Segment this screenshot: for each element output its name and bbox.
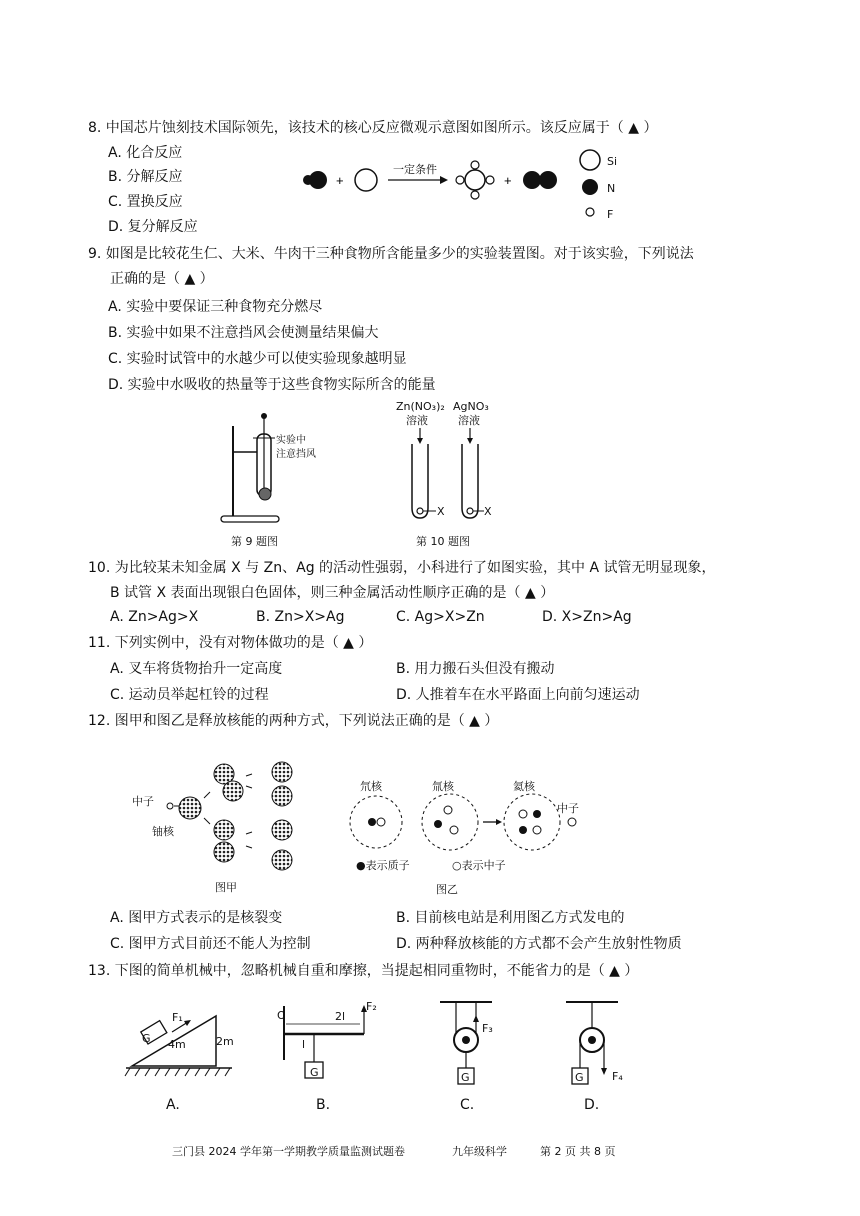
q13-lever-o: O: [277, 1009, 286, 1022]
q12-fig-b-legend-proton: ●表示质子: [356, 859, 410, 872]
q8-stem: 8. 中国芯片蚀刻技术国际领先，该技术的核心反应微观示意图如图所示。该反应属于（ ▲ ）: [88, 120, 658, 136]
q12-fig-a-caption: 图甲: [215, 881, 237, 894]
q12-fig-b-nucleus-3: 氦核: [513, 780, 535, 793]
q12-fission-figure: [150, 758, 310, 878]
q12-option-d: D. 两种释放核能的方式都不会产生放射性物质: [396, 936, 682, 952]
q12-fig-b-nucleus-2: 氚核: [432, 780, 454, 793]
q12-fig-b-caption: 图乙: [436, 883, 458, 896]
q13-pulley-c-g: G: [461, 1071, 470, 1084]
q10-caption: 第 10 题图: [416, 535, 470, 548]
q8-legend-icons: [578, 148, 608, 223]
q13-f1-label: F₁: [172, 1011, 183, 1024]
q12-fig-b-neutron-label: 中子: [557, 802, 579, 815]
q12-fig-a-nucleus-label: 铀核: [152, 825, 174, 838]
q13-lever-l: l: [302, 1038, 306, 1051]
q13-lever-2l: 2l: [335, 1010, 346, 1023]
q9-apparatus-figure: [215, 408, 305, 528]
q9-fig-note-line1: 实验中: [276, 435, 306, 446]
q10-tube2-label-line1: AgNO₃: [453, 400, 489, 413]
q9-stem-line1: 9. 如图是比较花生仁、大米、牛肉干三种食物所含能量多少的实验装置图。对于该实验，下列说法: [88, 246, 694, 262]
q13-stem: 13. 下图的简单机械中，忽略机械自重和摩擦，当提起相同重物时，不能省力的是（ ▲ ）: [88, 963, 639, 979]
q11-stem: 11. 下列实例中，没有对物体做功的是（ ▲ ）: [88, 635, 373, 651]
q12-stem: 12. 图甲和图乙是释放核能的两种方式，下列说法正确的是（ ▲ ）: [88, 713, 499, 729]
q13-option-c: C.: [460, 1097, 475, 1113]
q10-x-label-1: X: [437, 505, 445, 518]
q10-option-c: C. Ag>X>Zn: [396, 609, 485, 625]
svg-text:+: +: [504, 173, 512, 188]
q13-option-d: D.: [584, 1097, 600, 1113]
q10-stem-line2: B 试管 X 表面出现银白色固体，则三种金属活动性顺序正确的是（ ▲ ）: [110, 585, 555, 601]
footer-exam-title: 三门县 2024 学年第一学期教学质量监测试题卷: [172, 1145, 405, 1158]
q10-tube2-label-line2: 溶液: [458, 414, 480, 427]
q9-option-b: B. 实验中如果不注意挡风会使测量结果偏大: [108, 325, 379, 341]
q13-f2-label: F₂: [366, 1000, 377, 1013]
q8-option-d: D. 复分解反应: [108, 219, 198, 235]
q9-option-c: C. 实验时试管中的水越少可以使实验现象越明显: [108, 351, 407, 367]
q8-option-a: A. 化合反应: [108, 145, 183, 161]
q9-option-a: A. 实验中要保证三种食物充分燃尽: [108, 299, 323, 315]
q8-legend-n: N: [607, 182, 616, 195]
q10-test-tubes-figure: [408, 426, 488, 522]
q13-pulley-d-g: G: [575, 1071, 584, 1084]
footer-page-number: 第 2 页 共 8 页: [540, 1145, 616, 1158]
q10-stem-line1: 10. 为比较某未知金属 X 与 Zn、Ag 的活动性强弱，小科进行了如图实验，其中 A 试管无明显现象，: [88, 560, 716, 576]
q8-option-c: C. 置换反应: [108, 194, 183, 210]
q9-stem-line2: 正确的是（ ▲ ）: [110, 271, 214, 287]
q8-legend-f: F: [607, 208, 614, 221]
q13-incline-height: 2m: [216, 1035, 234, 1048]
q13-incline-length: 4m: [168, 1038, 186, 1051]
q11-option-a: A. 叉车将货物抬升一定高度: [110, 661, 283, 677]
svg-text:+: +: [336, 173, 344, 188]
q13-f4-label: F₄: [612, 1070, 623, 1083]
q8-legend-si: Si: [607, 155, 618, 168]
q8-option-b: B. 分解反应: [108, 169, 183, 185]
q9-option-d: D. 实验中水吸收的热量等于这些食物实际所含的能量: [108, 377, 436, 393]
q10-option-d: D. X>Zn>Ag: [542, 609, 632, 625]
q12-fusion-figure: [340, 790, 590, 860]
q12-fig-b-nucleus-1: 氘核: [360, 780, 382, 793]
q13-option-b: B.: [316, 1097, 331, 1113]
q10-option-a: A. Zn>Ag>X: [110, 609, 199, 625]
footer-subject: 九年级科学: [452, 1145, 507, 1158]
q12-fig-a-neutron-label: 中子: [132, 795, 154, 808]
q12-option-a: A. 图甲方式表示的是核裂变: [110, 910, 283, 926]
q9-caption: 第 9 题图: [231, 535, 278, 548]
q11-option-c: C. 运动员举起杠铃的过程: [110, 687, 269, 703]
q9-fig-note-line2: 注意挡风: [276, 449, 316, 460]
q11-option-b: B. 用力搬石头但没有搬动: [396, 661, 555, 677]
q8-arrow-label: 一定条件: [393, 163, 437, 176]
q10-tube1-label-line2: 溶液: [406, 414, 428, 427]
q12-fig-b-legend-neutron: ○表示中子: [452, 859, 506, 872]
q13-lever-g: G: [310, 1066, 319, 1079]
q13-option-a: A.: [166, 1097, 180, 1113]
q11-option-d: D. 人推着车在水平路面上向前匀速运动: [396, 687, 640, 703]
q10-tube1-label-line1: Zn(NO₃)₂: [396, 400, 445, 413]
q10-x-label-2: X: [484, 505, 492, 518]
q12-option-c: C. 图甲方式目前还不能人为控制: [110, 936, 311, 952]
q13-incline-g: G: [142, 1032, 151, 1045]
q10-option-b: B. Zn>X>Ag: [256, 609, 345, 625]
q13-f3-label: F₃: [482, 1022, 493, 1035]
q12-option-b: B. 目前核电站是利用图乙方式发电的: [396, 910, 625, 926]
